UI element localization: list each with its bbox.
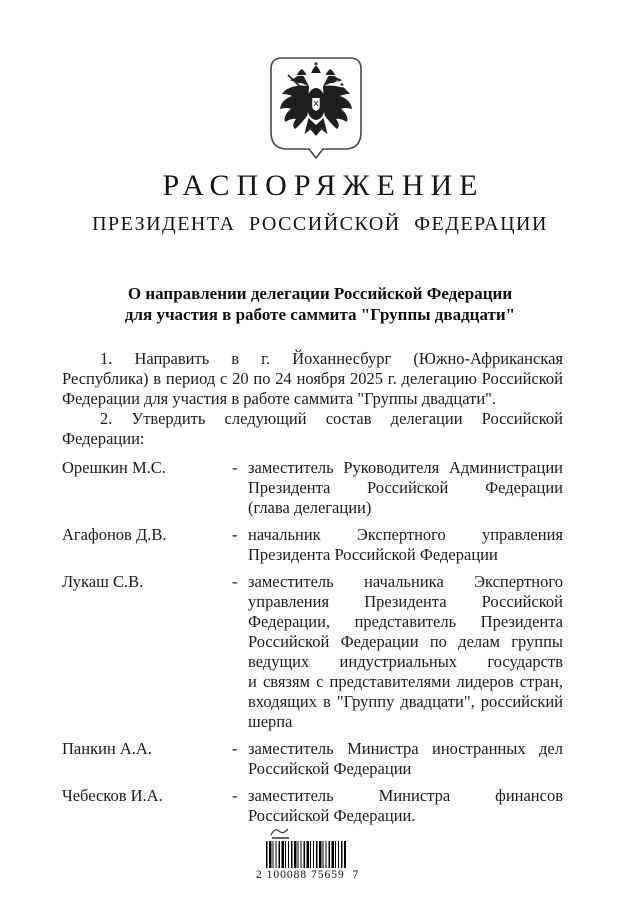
coat-of-arms	[269, 56, 363, 165]
text-line: Российской Федерации по делам группы	[248, 632, 563, 651]
delegate-row	[62, 525, 563, 565]
text-line: заместитель Министра финансов	[248, 786, 563, 805]
text-line: Республика) в период с 20 по 24 ноября 2025 г. делегацию Российской	[62, 369, 563, 388]
text-line: заместитель Руководителя Администрации	[248, 458, 563, 477]
delegate-name: Орешкин М.С.	[62, 458, 166, 477]
text-line: 1. Направить в г. Йоханнесбург (Южно-Африканская	[100, 349, 563, 368]
paragraph-2	[62, 409, 563, 449]
text-line: начальник Экспертного управления	[248, 525, 563, 544]
doc-type-heading: РАСПОРЯЖЕНИЕ	[162, 169, 485, 202]
doc-footer	[256, 826, 396, 881]
delegate-name: Лукаш С.В.	[62, 572, 144, 591]
delegate-dash: -	[232, 572, 238, 591]
text-line: 2. Утвердить следующий состав делегации Российской	[100, 409, 563, 428]
delegate-name: Панкин А.А.	[62, 739, 152, 758]
delegate-dash: -	[232, 739, 238, 758]
barcode	[266, 841, 346, 868]
delegate-name: Агафонов Д.В.	[62, 525, 167, 544]
text-line: шерпа	[248, 712, 293, 731]
doc-issuer-heading: ПРЕЗИДЕНТА РОССИЙСКОЙ ФЕДЕРАЦИИ	[92, 213, 548, 235]
delegate-row	[62, 739, 563, 779]
text-line: (глава делегации)	[248, 498, 372, 517]
delegate-name: Чебесков И.А.	[62, 786, 163, 805]
delegate-role	[248, 572, 563, 732]
text-line: ведущих индустриальных государств	[248, 652, 563, 671]
paragraph-1	[62, 349, 563, 409]
text-line: заместитель Министра иностранных дел	[248, 739, 563, 758]
text-line: Федерации:	[62, 429, 145, 448]
doc-title	[0, 283, 640, 325]
delegate-role	[248, 786, 563, 826]
delegate-role	[248, 458, 563, 518]
registration-mark-icon	[268, 826, 396, 841]
text-line: Российской Федерации.	[248, 806, 416, 825]
delegate-row	[62, 786, 563, 826]
russian-eagle-icon	[269, 56, 363, 160]
delegate-dash: -	[232, 458, 238, 477]
text-line: Российской Федерации	[248, 759, 412, 778]
text-line: Президента Российской Федерации	[248, 545, 498, 564]
text-line: Федерации для участия в работе саммита "Группы двадцати".	[62, 389, 497, 408]
text-line: Федерации, представитель Президента	[248, 612, 563, 631]
barcode-digits: 2 100088 75659 7	[256, 869, 360, 881]
text-line: и связям с представителями лидеров стран,	[248, 672, 563, 691]
doc-title-line-1: О направлении делегации Российской Федерации	[127, 284, 513, 303]
text-line: Президента Российской Федерации	[248, 478, 563, 497]
text-line: входящих в "Группу двадцати", российский	[248, 692, 563, 711]
doc-body	[62, 349, 563, 833]
doc-title-line-2: для участия в работе саммита "Группы двадцати"	[124, 305, 516, 324]
delegate-role	[248, 525, 563, 565]
text-line: заместитель начальника Экспертного	[248, 572, 563, 591]
text-line: управления Президента Российской	[248, 592, 563, 611]
delegate-row	[62, 458, 563, 518]
delegation-list	[62, 458, 563, 826]
delegate-role	[248, 739, 563, 779]
delegate-dash: -	[232, 786, 238, 805]
delegate-row	[62, 572, 563, 732]
delegate-dash: -	[232, 525, 238, 544]
